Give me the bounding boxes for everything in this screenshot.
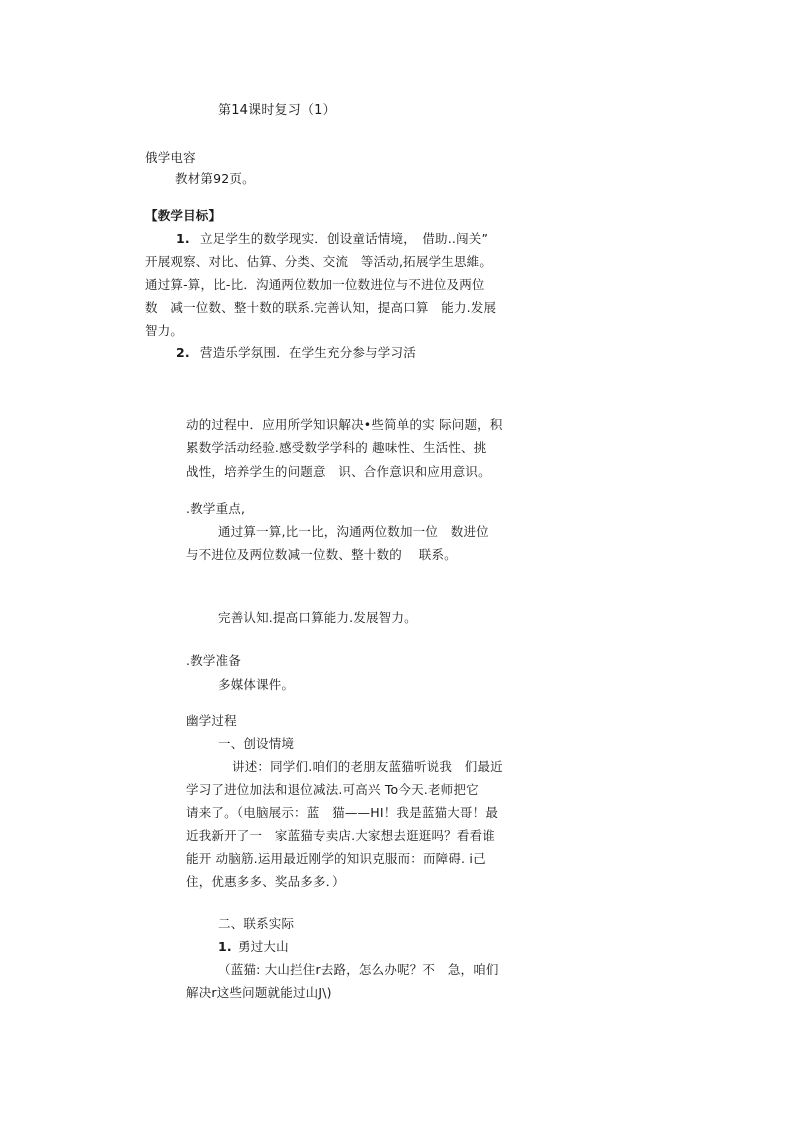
key-points-line-2: 与不进位及两位数减一位数、整十数的 联系。 <box>186 547 457 562</box>
objective-1-number: 1. <box>176 231 190 246</box>
subsection-1-number: 1. <box>218 939 232 954</box>
page-title: 第14课时复习（1） <box>218 103 336 118</box>
objective-1-line-5: 智力。 <box>145 323 184 338</box>
section-1-line-6: 住，优惠多多、奖品多多．） <box>186 874 345 889</box>
section-1-line-4: 近我新开了一 家蓝猫专卖店.大家想去逛逛吗？看看谁 <box>186 828 495 843</box>
objective-2-line-4: 战性，培养学生的问题意 识、合作意识和应用意识。 <box>186 464 491 479</box>
objective-1-line-4: 数 减一位数、整十数的联系.完善认知，提高口算 能力.发展 <box>145 300 497 315</box>
subsection-1-line-1: （蓝猫: 大山拦住r去路，怎么办呢？不 急，咱们 <box>218 962 499 977</box>
objective-2-number: 2. <box>176 345 190 360</box>
objective-2-line-1: 营造乐学氛围．在学生充分参与学习活 <box>200 345 416 360</box>
subsection-1-title: 勇过大山 <box>238 939 289 954</box>
content-text: 教材第92页。 <box>175 171 255 186</box>
objective-1-line-1: 立足学生的数学现实．创设童话情境， 借助..闯关” <box>200 231 489 246</box>
preparation-heading: .教学准备 <box>186 653 241 668</box>
section-1-line-5: 能开 动脑筋.运用最近刚学的知识克服而：而障碍. i己 <box>186 851 486 866</box>
section-1-line-1: 讲述：同学们.咱们的老朋友蓝猫听说我 们最近 <box>232 759 503 774</box>
section-2-heading: 二、联系实际 <box>218 916 295 931</box>
objectives-heading: 【教学目标】 <box>145 208 222 223</box>
process-heading: 幽学过程 <box>186 713 237 728</box>
preparation-text: 多媒体课件。 <box>218 677 295 692</box>
objective-1-line-2: 开展观察、对比、估算、分类、交流 等活动,拓展学生思維。 <box>145 254 493 269</box>
section-1-heading: 一、创设情境 <box>218 736 295 751</box>
subsection-1-line-2: 解决r这些问题就能过山J\) <box>186 985 332 1000</box>
section-1-line-2: 学习了进位加法和退位减法.可高兴 To今天.老师把它 <box>186 782 479 797</box>
objective-1-line-3: 通过算-算，比-比．沟通两位数加一位数进位与不进位及两位 <box>145 277 485 292</box>
content-heading: 俄学电容 <box>145 150 196 165</box>
section-1-line-3: 请来了。（电脑展示：蓝 猫——HI！我是蓝猫大哥！最 <box>186 805 499 820</box>
objective-2-line-2: 动的过程中．应用所学知识解决•些简单的实 际问题，积 <box>186 417 503 432</box>
key-points-line-1: 通过算一算,比一比，沟通两位数加一位 数进位 <box>218 524 489 539</box>
objective-2-line-3: 累数学活动经验.感受数学学科的 趣味性、生活性、挑 <box>186 440 487 455</box>
key-points-heading: .教学重点, <box>186 501 246 516</box>
key-points-line-3: 完善认知.提高口算能力.发展智力。 <box>218 610 417 625</box>
